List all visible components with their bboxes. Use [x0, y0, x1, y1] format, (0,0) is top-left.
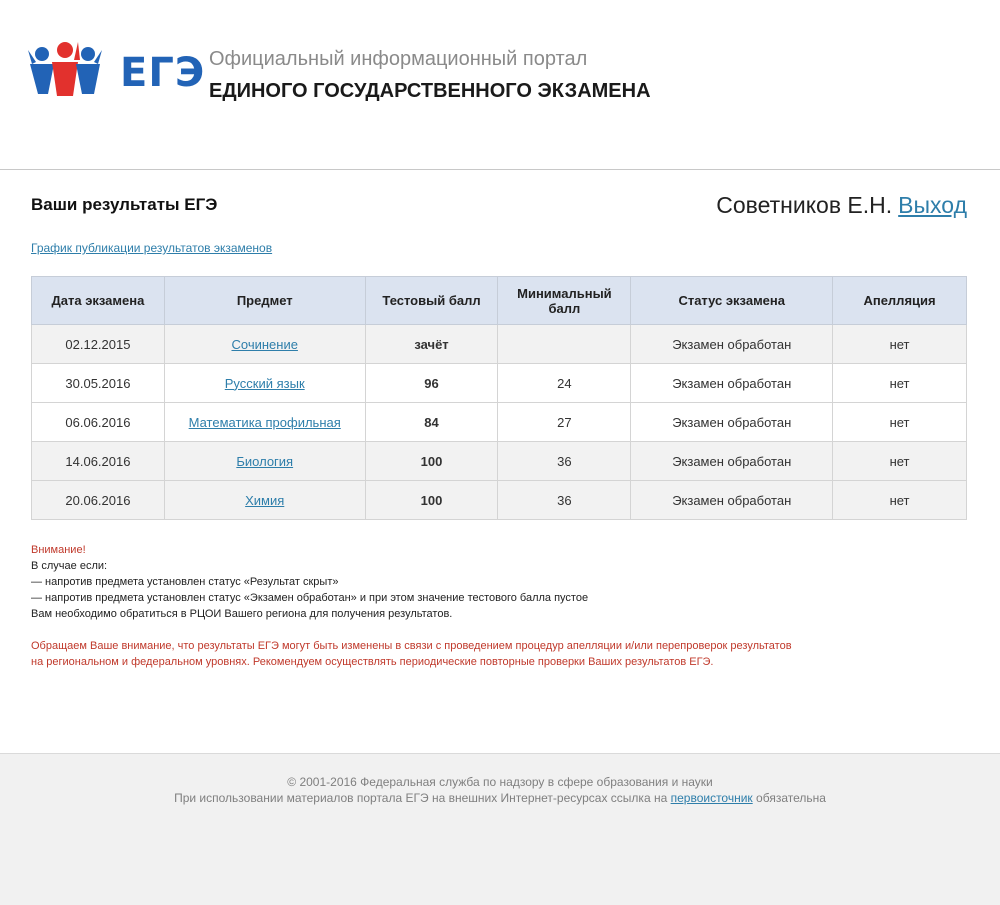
- cell-status: Экзамен обработан: [631, 325, 833, 364]
- table-row: [32, 325, 967, 364]
- cell-status: Экзамен обработан: [631, 403, 833, 442]
- notice-line: Вам необходимо обратиться в РЦОИ Вашего региона для получения результатов.: [31, 608, 453, 620]
- header-appeal: Апелляция: [833, 277, 967, 325]
- header-status: Статус экзамена: [631, 277, 833, 325]
- table-row: [32, 481, 967, 520]
- results-table: [31, 276, 967, 520]
- user-box: [716, 192, 967, 219]
- subject-link[interactable]: Русский язык: [224, 375, 305, 391]
- subject-link[interactable]: Биология: [236, 453, 294, 469]
- ege-logo-people-icon: [28, 42, 120, 102]
- header-test-score: Тестовый балл: [365, 277, 498, 325]
- cell-appeal: нет: [833, 442, 967, 481]
- header-min-score: Минимальный балл: [498, 277, 631, 325]
- cell-date: 02.12.2015: [32, 325, 165, 364]
- logo-text: ЕГЭ: [120, 50, 206, 96]
- cell-min-score: 27: [498, 403, 631, 442]
- header-subject: Предмет: [164, 277, 365, 325]
- cell-test-score: 100: [365, 442, 498, 481]
- portal-subtitle: Официальный информационный портал: [209, 48, 588, 70]
- cell-test-score: 84: [365, 403, 498, 442]
- notice-block: [31, 542, 951, 670]
- header-date: Дата экзамена: [32, 277, 165, 325]
- cell-status: Экзамен обработан: [631, 364, 833, 403]
- cell-date: 30.05.2016: [32, 364, 165, 403]
- notice-line: В случае если:: [31, 560, 108, 572]
- cell-date: 06.06.2016: [32, 403, 165, 442]
- cell-date: 20.06.2016: [32, 481, 165, 520]
- notice-line: — напротив предмета установлен статус «Экзамен обработан» и при этом значение тестового балла пустое: [31, 592, 589, 604]
- footer-usage-suffix: обязательна: [756, 791, 826, 805]
- cell-appeal: нет: [833, 325, 967, 364]
- table-row: [32, 403, 967, 442]
- cell-min-score: 36: [498, 481, 631, 520]
- site-header: [0, 0, 1000, 170]
- cell-date: 14.06.2016: [32, 442, 165, 481]
- source-link[interactable]: первоисточник: [670, 791, 753, 805]
- page-title: Ваши результаты ЕГЭ: [31, 195, 218, 214]
- notice-attention: Внимание!: [31, 544, 86, 556]
- cell-test-score: зачёт: [365, 325, 498, 364]
- footer-usage: [0, 790, 1000, 806]
- results-schedule-link[interactable]: График публикации результатов экзаменов: [31, 241, 273, 255]
- cell-appeal: нет: [833, 364, 967, 403]
- cell-min-score: 36: [498, 442, 631, 481]
- portal-title: ЕДИНОГО ГОСУДАРСТВЕННОГО ЭКЗАМЕНА: [209, 80, 651, 102]
- footer-copyright: © 2001-2016 Федеральная служба по надзору в сфере образования и науки: [287, 775, 713, 789]
- ege-logo[interactable]: [28, 42, 206, 102]
- notice-warning: Обращаем Ваше внимание, что результаты ЕГЭ могут быть изменены в связи с проведением процедур апелляции и/или перепроверок результатов: [31, 640, 792, 652]
- user-name: Советников Е.Н.: [716, 192, 893, 218]
- notice-line: — напротив предмета установлен статус «Результат скрыт»: [31, 576, 339, 588]
- cell-status: Экзамен обработан: [631, 481, 833, 520]
- cell-test-score: 96: [365, 364, 498, 403]
- cell-appeal: нет: [833, 481, 967, 520]
- table-header-row: [32, 277, 967, 325]
- subject-link[interactable]: Химия: [245, 492, 285, 508]
- footer-usage-prefix: При использовании материалов портала ЕГЭ на внешних Интернет-ресурсах ссылка на: [174, 791, 668, 805]
- cell-min-score: [498, 325, 631, 364]
- cell-appeal: нет: [833, 403, 967, 442]
- notice-warning: на региональном и федеральном уровнях. Рекомендуем осуществлять периодические повторные проверки Ваших результатов ЕГЭ.: [31, 656, 714, 668]
- table-row: [32, 364, 967, 403]
- cell-test-score: 100: [365, 481, 498, 520]
- cell-status: Экзамен обработан: [631, 442, 833, 481]
- subject-link[interactable]: Математика профильная: [188, 414, 341, 430]
- cell-min-score: 24: [498, 364, 631, 403]
- table-row: [32, 442, 967, 481]
- site-footer: [0, 753, 1000, 905]
- subject-link[interactable]: Сочинение: [231, 336, 298, 352]
- logout-link[interactable]: Выход: [898, 192, 967, 218]
